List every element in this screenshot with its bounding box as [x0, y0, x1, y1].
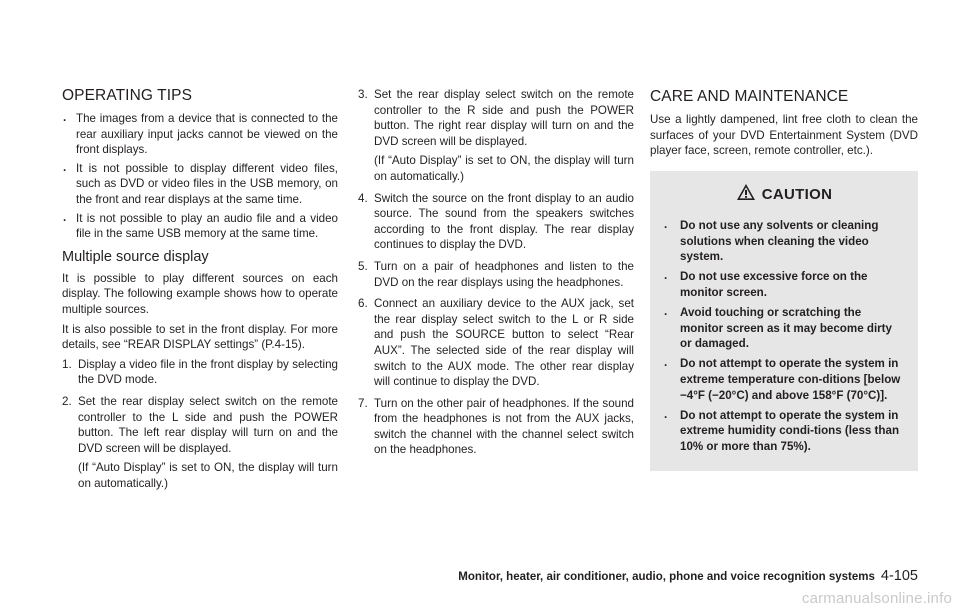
caution-item: . Do not use excessive force on the monitor screen. — [662, 269, 906, 301]
right-column — [650, 87, 918, 471]
warning-triangle-icon — [736, 183, 756, 206]
operating-tips-heading: OPERATING TIPS — [62, 87, 193, 104]
middle-column — [358, 87, 634, 464]
step-text: Set the rear display select switch on the remote controller to the L side and push the POWER button. The left rear display will turn on and the DVD screen will be displayed. — [78, 394, 338, 455]
step-text: Display a video file in the front display by selecting the DVD mode. — [78, 357, 338, 387]
step-note: (If “Auto Display” is set to ON, the display will turn on automatically.) — [78, 461, 338, 490]
steps-list-middle — [358, 87, 634, 458]
step-item — [358, 396, 634, 458]
care-maintenance-text: Use a lightly dampened, lint free cloth to clean the surfaces of your DVD Entertainment System (DVD player face, screen, remote controller, etc.). — [650, 113, 918, 158]
step-text: Set the rear display select switch on the remote controller to the R side and push the POWER button. The right rear display will turn on and the DVD screen will be displayed. — [374, 88, 634, 148]
care-maintenance-heading: CARE AND MAINTENANCE — [650, 88, 849, 105]
caution-header — [662, 183, 906, 206]
multiple-source-reference: It is also possible to set in the front display. For more details, see “REAR DISPLAY settings” (P.4-15). — [62, 322, 338, 352]
step-number: 2. — [62, 394, 72, 408]
left-column — [62, 86, 338, 497]
tip-item: . It is not possible to play an audio file and a video file in the same USB memory at the same time. — [62, 211, 338, 242]
watermark: carmanualsonline.info — [801, 590, 952, 607]
step-item — [358, 296, 634, 390]
caution-item: . Do not attempt to operate the system in extreme humidity condi-tions (less than 10% or more than 75%). — [662, 408, 906, 455]
step-note: (If “Auto Display” is set to ON, the display will turn on automatically.) — [374, 154, 634, 183]
caution-item: . Avoid touching or scratching the monitor screen as it may become dirty or damaged. — [662, 305, 906, 352]
step-number: 6. — [358, 297, 368, 311]
page-number: 4-105 — [880, 568, 918, 584]
step-item — [62, 394, 338, 492]
step-text: Turn on the other pair of headphones. If the sound from the headphones is not from the AUX jacks, switch the channel with the channel select switch on the headphones. — [374, 396, 634, 457]
footer-section-title: Monitor, heater, air conditioner, audio, phone and voice recognition systems — [458, 571, 875, 583]
operating-tips-list — [62, 111, 338, 242]
caution-title: CAUTION — [761, 185, 833, 203]
multiple-source-heading: Multiple source display — [62, 248, 209, 265]
caution-box — [650, 171, 918, 471]
step-item — [62, 357, 338, 388]
caution-item: . Do not attempt to operate the system in extreme temperature con-ditions [below −4°F (−20°C) and above 158°F (70°C)]. — [662, 356, 906, 403]
step-text: Connect an auxiliary device to the AUX jack, set the rear display select switch to the L or R side and push the SOURCE button to select “Rear AUX”. The selected side of the rear display will switch to the AUX mode. The other rear display will continue to display the DVD. — [374, 297, 634, 389]
step-number: 7. — [358, 396, 368, 410]
caution-item: . Do not use any solvents or cleaning solutions when cleaning the video system. — [662, 218, 906, 265]
step-number: 3. — [358, 88, 368, 101]
step-number: 4. — [358, 191, 368, 205]
step-text: Turn on a pair of headphones and listen to the DVD on the rear displays using the headphones. — [374, 259, 634, 289]
step-item — [358, 87, 634, 185]
step-text: Switch the source on the front display to an audio source. The sound from the speakers switches according to the front display. The rear display continues to display the DVD. — [374, 191, 634, 252]
tip-item: . The images from a device that is connected to the rear auxiliary input jacks cannot be viewed on the front displays. — [62, 111, 338, 158]
step-number: 5. — [358, 259, 368, 273]
steps-list-left — [62, 357, 338, 492]
page-footer — [400, 568, 918, 584]
caution-list — [662, 218, 906, 455]
step-number: 1. — [62, 357, 72, 371]
step-item — [358, 191, 634, 253]
tip-item: . It is not possible to display different video files, such as DVD or video files in the USB memory, on the front and rear displays at the same time. — [62, 161, 338, 208]
step-item — [358, 259, 634, 290]
multiple-source-intro: It is possible to play different sources on each display. The following example shows how to operate multiple sources. — [62, 271, 338, 316]
